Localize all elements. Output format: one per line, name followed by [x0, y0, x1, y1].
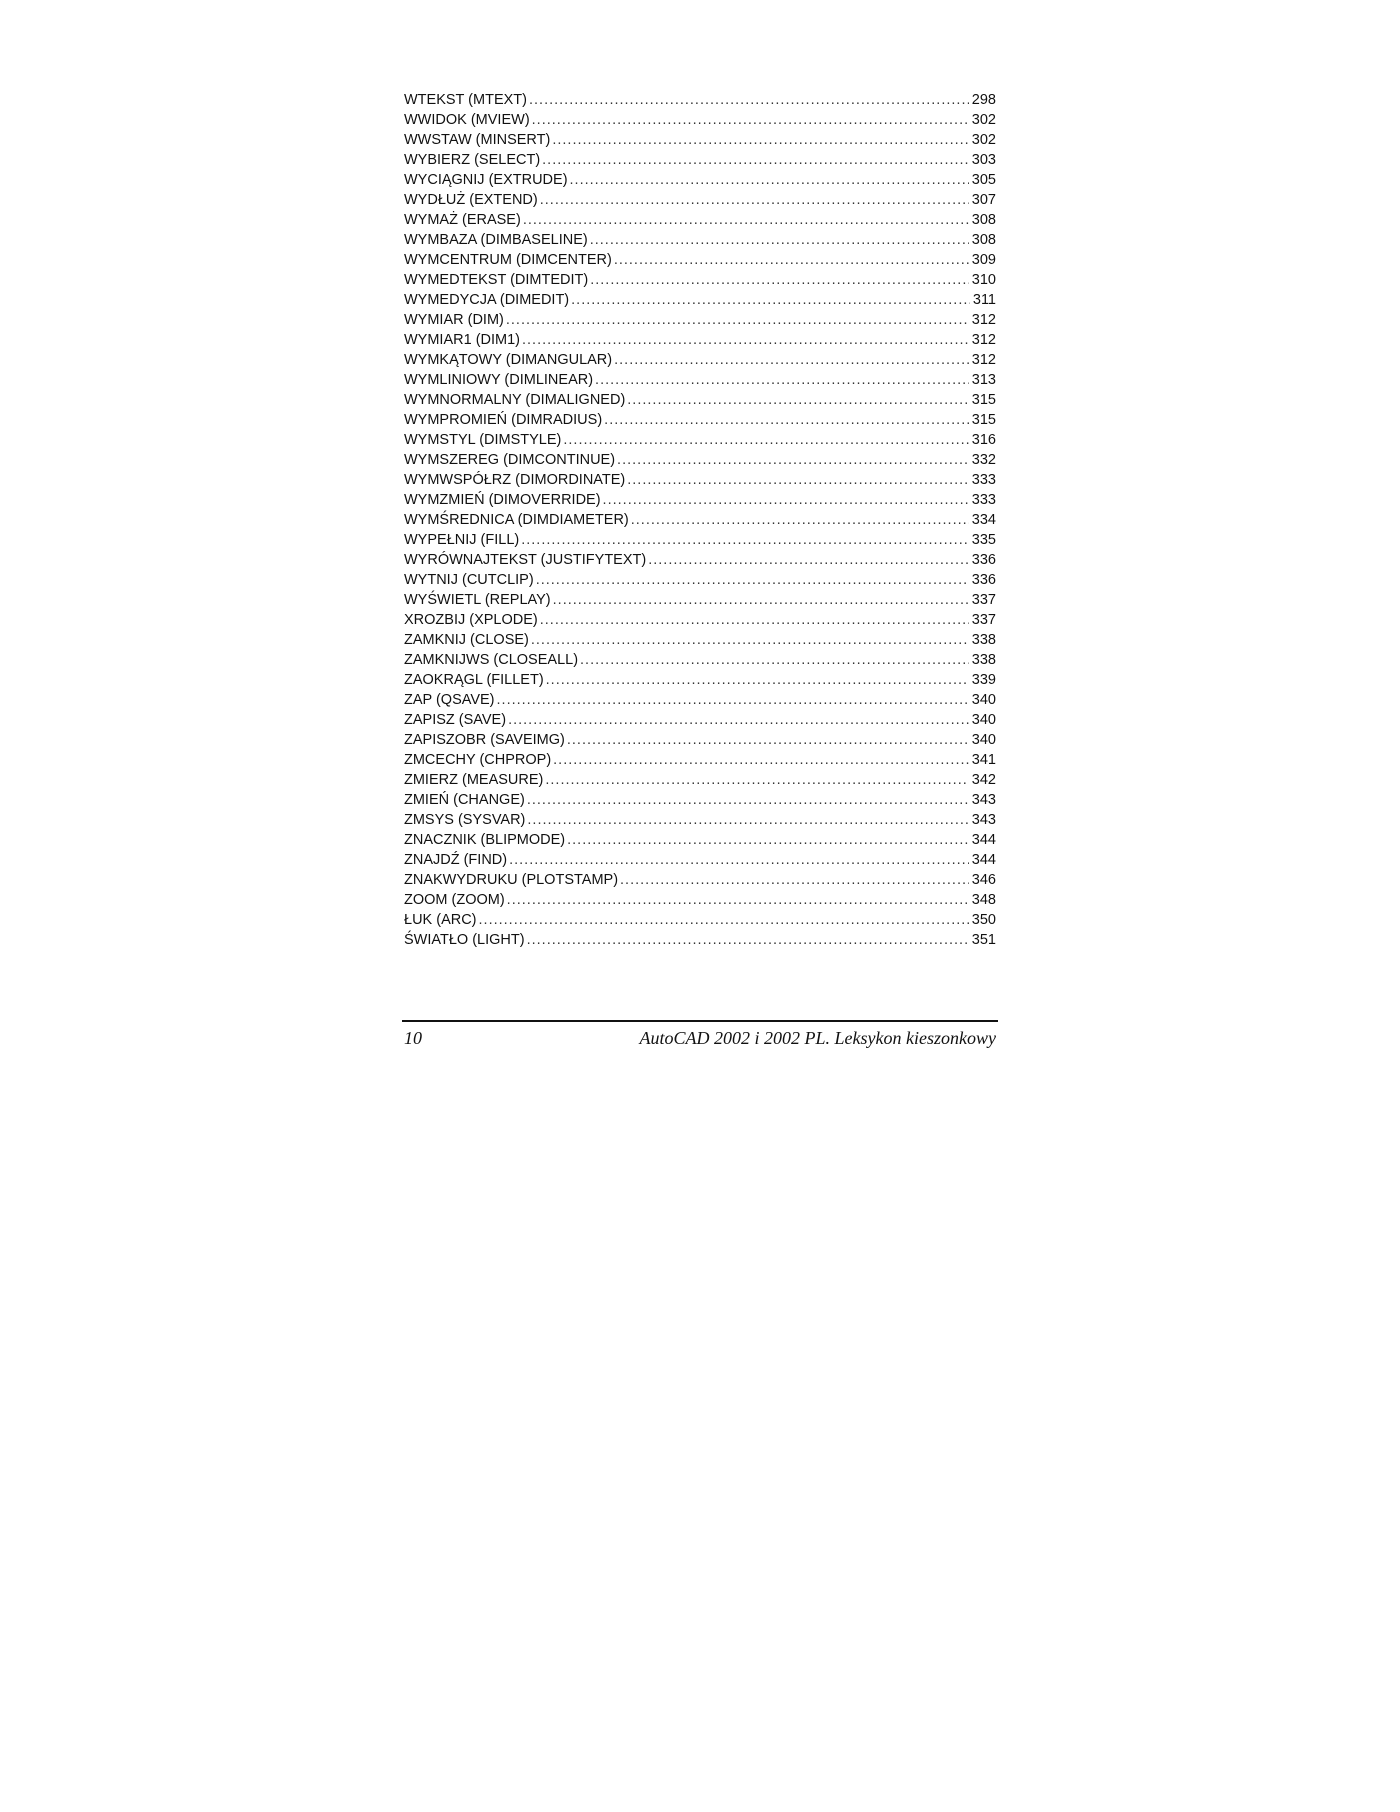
dot-leader — [603, 490, 969, 510]
dot-leader — [527, 810, 968, 830]
toc-entry — [404, 110, 996, 130]
dot-leader — [522, 330, 969, 350]
dot-leader — [553, 750, 969, 770]
dot-leader — [614, 250, 969, 270]
dot-leader — [508, 710, 969, 730]
toc-entry — [404, 650, 996, 670]
toc-entry-title: WYDŁUŻ (EXTEND) — [404, 192, 538, 208]
toc-entry-title: ZMIEŃ (CHANGE) — [404, 792, 525, 808]
toc-entry-title: ZAPISZOBR (SAVEIMG) — [404, 732, 565, 748]
toc-entry-page: 332 — [971, 452, 996, 468]
dot-leader — [529, 90, 969, 110]
toc-entry-page: 341 — [971, 752, 996, 768]
toc-entry-title: WYMKĄTOWY (DIMANGULAR) — [404, 352, 613, 368]
toc-entry-title: ZAPISZ (SAVE) — [404, 712, 507, 728]
toc-entry-page: 337 — [971, 612, 996, 628]
toc-entry-page: 312 — [971, 332, 996, 348]
toc-entry — [404, 230, 996, 250]
toc-entry-page: 340 — [971, 732, 996, 748]
toc-entry-page: 308 — [971, 212, 996, 228]
table-of-contents — [404, 90, 996, 950]
toc-entry-title: WYMAŻ (ERASE) — [404, 212, 521, 228]
dot-leader — [563, 430, 968, 450]
toc-entry-title: WYMNORMALNY (DIMALIGNED) — [404, 392, 626, 408]
toc-entry-page: 342 — [971, 772, 996, 788]
toc-entry — [404, 210, 996, 230]
toc-entry — [404, 390, 996, 410]
dot-leader — [540, 190, 969, 210]
toc-entry-title: WYCIĄGNIJ (EXTRUDE) — [404, 172, 568, 188]
toc-entry-page: 334 — [971, 512, 996, 528]
toc-entry-page: 344 — [971, 832, 996, 848]
toc-entry-page: 337 — [971, 592, 996, 608]
toc-entry — [404, 870, 996, 890]
toc-entry-page: 344 — [971, 852, 996, 868]
toc-entry — [404, 910, 996, 930]
dot-leader — [506, 310, 969, 330]
toc-entry-title: WWSTAW (MINSERT) — [404, 132, 551, 148]
dot-leader — [546, 670, 969, 690]
toc-entry-title: WTEKST (MTEXT) — [404, 92, 527, 108]
toc-entry-title: WYMSTYL (DIMSTYLE) — [404, 432, 562, 448]
dot-leader — [627, 390, 969, 410]
toc-entry — [404, 510, 996, 530]
toc-entry-title: WYMIAR1 (DIM1) — [404, 332, 520, 348]
toc-entry-title: WYTNIJ (CUTCLIP) — [404, 572, 534, 588]
dot-leader — [527, 790, 969, 810]
toc-entry-page: 335 — [971, 532, 996, 548]
dot-leader — [542, 150, 969, 170]
toc-entry — [404, 710, 996, 730]
toc-entry-title: ZMCECHY (CHPROP) — [404, 752, 552, 768]
dot-leader — [620, 870, 969, 890]
footer-page-number: 10 — [404, 1028, 422, 1048]
toc-entry-title: WYMLINIOWY (DIMLINEAR) — [404, 372, 594, 388]
toc-entry-page: 307 — [971, 192, 996, 208]
toc-entry — [404, 570, 996, 590]
toc-entry-title: ZAMKNIJ (CLOSE) — [404, 632, 529, 648]
dot-leader — [545, 770, 968, 790]
dot-leader — [631, 510, 969, 530]
dot-leader — [617, 450, 969, 470]
toc-entry-title: WYBIERZ (SELECT) — [404, 152, 541, 168]
toc-entry-title: ZAP (QSAVE) — [404, 692, 495, 708]
toc-entry — [404, 130, 996, 150]
toc-entry — [404, 730, 996, 750]
toc-entry-page: 302 — [971, 112, 996, 128]
toc-entry-title: ZNACZNIK (BLIPMODE) — [404, 832, 566, 848]
dot-leader — [507, 890, 969, 910]
toc-entry-page: 308 — [971, 232, 996, 248]
dot-leader — [595, 370, 969, 390]
dot-leader — [570, 170, 969, 190]
page-footer — [404, 1026, 996, 1050]
toc-entry-page: 315 — [971, 392, 996, 408]
toc-entry — [404, 750, 996, 770]
dot-leader — [540, 610, 969, 630]
toc-entry — [404, 190, 996, 210]
toc-entry-title: WYRÓWNAJTEKST (JUSTIFYTEXT) — [404, 552, 647, 568]
toc-entry — [404, 170, 996, 190]
dot-leader — [571, 290, 970, 310]
toc-entry — [404, 670, 996, 690]
dot-leader — [627, 470, 969, 490]
toc-entry — [404, 250, 996, 270]
toc-entry-page: 338 — [971, 652, 996, 668]
toc-entry-title: WYMEDTEKST (DIMTEDIT) — [404, 272, 589, 288]
toc-entry-page: 303 — [971, 152, 996, 168]
toc-entry-page: 346 — [971, 872, 996, 888]
dot-leader — [648, 550, 969, 570]
toc-entry-title: WYMIAR (DIM) — [404, 312, 504, 328]
toc-entry-page: 340 — [971, 712, 996, 728]
toc-entry-page: 351 — [971, 932, 996, 948]
dot-leader — [531, 630, 969, 650]
dot-leader — [521, 530, 969, 550]
toc-entry-page: 348 — [971, 892, 996, 908]
toc-entry-page: 343 — [971, 812, 996, 828]
toc-entry-title: XROZBIJ (XPLODE) — [404, 612, 538, 628]
toc-entry-page: 312 — [971, 352, 996, 368]
toc-entry-page: 305 — [971, 172, 996, 188]
toc-entry-title: ŚWIATŁO (LIGHT) — [404, 932, 525, 948]
toc-entry-page: 336 — [971, 572, 996, 588]
toc-entry-page: 340 — [971, 692, 996, 708]
toc-entry — [404, 490, 996, 510]
toc-entry — [404, 450, 996, 470]
toc-entry-page: 333 — [971, 492, 996, 508]
toc-entry-title: WWIDOK (MVIEW) — [404, 112, 530, 128]
toc-entry-page: 336 — [971, 552, 996, 568]
dot-leader — [536, 570, 969, 590]
footer-book-title: AutoCAD 2002 i 2002 PL. Leksykon kieszonkowy — [639, 1028, 996, 1048]
toc-entry-title: ZOOM (ZOOM) — [404, 892, 505, 908]
toc-entry — [404, 690, 996, 710]
toc-entry-title: WYMSZEREG (DIMCONTINUE) — [404, 452, 616, 468]
toc-entry — [404, 290, 996, 310]
toc-entry — [404, 530, 996, 550]
toc-entry — [404, 790, 996, 810]
toc-entry-page: 339 — [971, 672, 996, 688]
toc-entry — [404, 610, 996, 630]
toc-entry-page: 333 — [971, 472, 996, 488]
toc-entry-title: ZNAKWYDRUKU (PLOTSTAMP) — [404, 872, 619, 888]
dot-leader — [509, 850, 969, 870]
toc-entry-page: 312 — [971, 312, 996, 328]
dot-leader — [590, 230, 969, 250]
footer-rule — [402, 1020, 998, 1022]
dot-leader — [580, 650, 969, 670]
dot-leader — [604, 410, 969, 430]
toc-entry-title: ZMIERZ (MEASURE) — [404, 772, 544, 788]
dot-leader — [552, 130, 968, 150]
toc-entry — [404, 590, 996, 610]
toc-entry-title: WYMŚREDNICA (DIMDIAMETER) — [404, 512, 629, 528]
toc-entry — [404, 890, 996, 910]
toc-entry-title: ZNAJDŹ (FIND) — [404, 852, 508, 868]
toc-entry — [404, 830, 996, 850]
toc-entry-title: WYŚWIETL (REPLAY) — [404, 592, 551, 608]
toc-entry — [404, 270, 996, 290]
toc-entry — [404, 330, 996, 350]
toc-entry — [404, 150, 996, 170]
dot-leader — [590, 270, 969, 290]
dot-leader — [567, 830, 969, 850]
toc-entry — [404, 850, 996, 870]
toc-entry — [404, 90, 996, 110]
toc-entry — [404, 810, 996, 830]
toc-entry-page: 350 — [971, 912, 996, 928]
toc-entry — [404, 770, 996, 790]
toc-entry-title: WYPEŁNIJ (FILL) — [404, 532, 520, 548]
toc-entry-title: WYMEDYCJA (DIMEDIT) — [404, 292, 570, 308]
toc-entry-title: ZAOKRĄGL (FILLET) — [404, 672, 544, 688]
dot-leader — [497, 690, 969, 710]
toc-entry-page: 343 — [971, 792, 996, 808]
toc-entry — [404, 370, 996, 390]
toc-entry-page: 310 — [971, 272, 996, 288]
toc-entry-page: 302 — [971, 132, 996, 148]
toc-entry-title: WYMPROMIEŃ (DIMRADIUS) — [404, 412, 603, 428]
dot-leader — [553, 590, 969, 610]
dot-leader — [527, 930, 969, 950]
toc-entry-title: WYMBAZA (DIMBASELINE) — [404, 232, 588, 248]
toc-entry-page: 315 — [971, 412, 996, 428]
toc-entry — [404, 430, 996, 450]
dot-leader — [479, 910, 969, 930]
toc-entry — [404, 930, 996, 950]
toc-entry-page: 309 — [971, 252, 996, 268]
toc-entry — [404, 350, 996, 370]
toc-entry — [404, 630, 996, 650]
dot-leader — [523, 210, 969, 230]
toc-entry-title: ZMSYS (SYSVAR) — [404, 812, 526, 828]
toc-entry — [404, 470, 996, 490]
toc-entry-page: 338 — [971, 632, 996, 648]
toc-entry-title: WYMZMIEŃ (DIMOVERRIDE) — [404, 492, 601, 508]
toc-entry — [404, 310, 996, 330]
toc-entry-title: WYMCENTRUM (DIMCENTER) — [404, 252, 612, 268]
dot-leader — [532, 110, 969, 130]
toc-entry-page: 316 — [971, 432, 996, 448]
toc-entry-page: 311 — [972, 292, 996, 308]
toc-entry-page: 298 — [971, 92, 996, 108]
toc-entry-title: WYMWSPÓŁRZ (DIMORDINATE) — [404, 472, 626, 488]
dot-leader — [614, 350, 969, 370]
dot-leader — [567, 730, 969, 750]
toc-entry-page: 313 — [971, 372, 996, 388]
toc-entry-title: ZAMKNIJWS (CLOSEALL) — [404, 652, 579, 668]
toc-entry — [404, 410, 996, 430]
toc-entry — [404, 550, 996, 570]
toc-entry-title: ŁUK (ARC) — [404, 912, 477, 928]
